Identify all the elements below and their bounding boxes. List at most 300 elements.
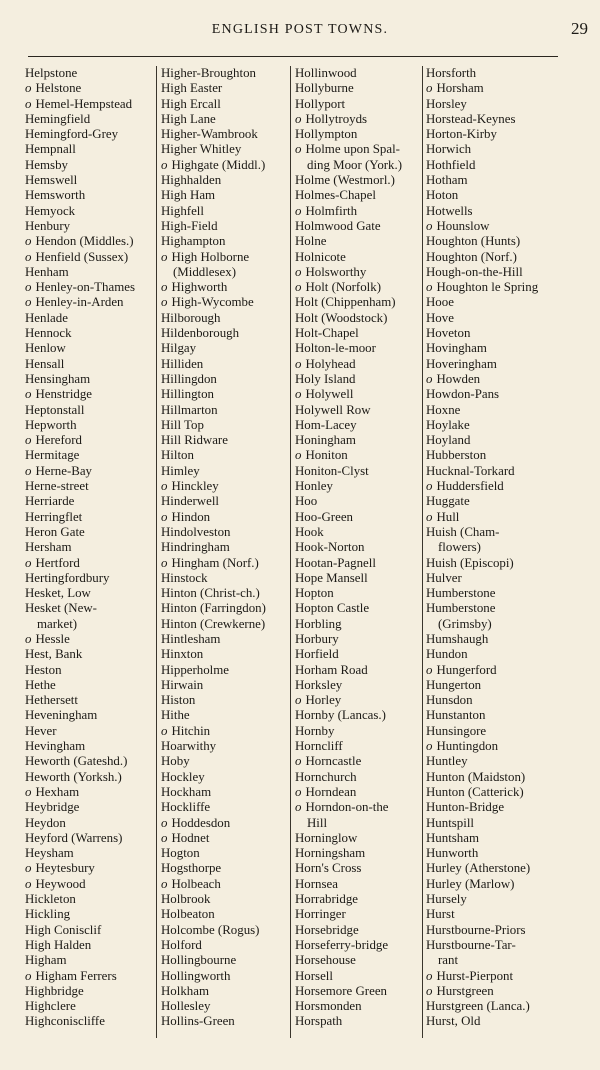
town-entry <box>25 250 135 265</box>
town-entry <box>25 173 135 188</box>
town-entry <box>161 433 266 448</box>
town-name: Huntingdon <box>436 739 499 754</box>
town-name: Hundon <box>426 647 468 662</box>
town-name: Hull <box>436 509 460 524</box>
town-entry <box>426 632 538 647</box>
town-entry <box>161 127 266 142</box>
town-name: Humberstone <box>426 586 496 601</box>
town-entry <box>295 571 402 586</box>
town-name: Hurley (Marlow) <box>426 876 515 891</box>
town-name: Hounslow <box>436 218 490 233</box>
town-name: Hunsdon <box>426 693 473 708</box>
town-entry <box>295 984 402 999</box>
town-entry <box>295 923 402 938</box>
town-entry <box>295 678 402 693</box>
town-entry <box>295 372 402 387</box>
town-entry <box>426 326 538 341</box>
town-entry <box>295 387 402 402</box>
town-entry <box>295 693 402 708</box>
page-title: ENGLISH POST TOWNS. <box>211 22 389 37</box>
town-name: High Halden <box>25 937 92 952</box>
town-entry <box>426 861 538 876</box>
town-entry <box>25 953 135 968</box>
town-name: Holsworthy <box>305 264 367 279</box>
town-name: Holcombe (Rogus) <box>161 922 260 937</box>
town-name: Hucknal-Torkard <box>426 463 515 478</box>
money-order-mark: o <box>161 830 168 845</box>
town-entry <box>161 403 266 418</box>
money-order-mark: o <box>426 81 433 96</box>
town-name: Hemel-Hempstead <box>35 96 133 111</box>
town-name: ding Moor (York.) <box>307 157 403 172</box>
town-name: Heston <box>25 662 62 677</box>
town-name: Horsmonden <box>295 999 362 1014</box>
town-name: Hollyburne <box>295 81 354 96</box>
money-order-mark: o <box>161 157 168 172</box>
town-entry <box>426 816 538 831</box>
town-entry <box>25 601 135 616</box>
town-entry <box>426 219 538 234</box>
town-name: High Holborne <box>171 249 250 264</box>
town-name: Higher-Wambrook <box>161 127 258 142</box>
town-name: Hickleton <box>25 892 76 907</box>
town-entry <box>426 984 538 999</box>
town-name: Hirwain <box>161 677 204 692</box>
town-entry <box>295 204 402 219</box>
town-name: Heydon <box>25 815 66 830</box>
town-name: flowers) <box>438 540 481 555</box>
town-name: Hope Mansell <box>295 570 368 585</box>
town-entry <box>426 127 538 142</box>
town-name: High Ham <box>161 188 216 203</box>
town-name: Hessle <box>35 631 70 646</box>
town-name: Huntsham <box>426 830 479 845</box>
town-name: Horrabridge <box>295 892 358 907</box>
town-name: Hintlesham <box>161 631 221 646</box>
town-entry <box>25 571 135 586</box>
town-entry <box>295 81 402 96</box>
town-entry <box>295 97 402 112</box>
town-entry <box>295 861 402 876</box>
town-entry <box>25 647 135 662</box>
town-name: Horton-Kirby <box>426 127 497 142</box>
town-name: Highampton <box>161 234 226 249</box>
town-entry <box>426 754 538 769</box>
town-name: Heytesbury <box>35 861 95 876</box>
town-entry <box>25 188 135 203</box>
town-entry <box>295 219 402 234</box>
town-name: Highfell <box>161 203 204 218</box>
town-name: Hodnet <box>171 830 210 845</box>
town-entry <box>161 632 266 647</box>
town-name: Hornby <box>295 723 335 738</box>
town-entry <box>426 188 538 203</box>
town-entry <box>426 831 538 846</box>
money-order-mark: o <box>426 371 433 386</box>
town-name: Holmes-Chapel <box>295 188 376 203</box>
town-entry <box>161 601 266 616</box>
town-entry <box>161 831 266 846</box>
town-name: Holnicote <box>295 249 346 264</box>
town-name: Honiton <box>305 448 348 463</box>
town-entry <box>295 525 402 540</box>
town-name: Horn's Cross <box>295 861 362 876</box>
town-name: Heysham <box>25 846 74 861</box>
town-name: Hurst-Pierpont <box>436 968 514 983</box>
town-name: Hinderwell <box>161 494 219 509</box>
town-name: (Middlesex) <box>173 264 237 279</box>
town-name: Henham <box>25 264 69 279</box>
town-entry <box>295 846 402 861</box>
column-divider <box>290 66 291 1038</box>
town-name: Hungerford <box>436 662 497 677</box>
town-entry <box>25 219 135 234</box>
town-name: Higher Whitley <box>161 142 242 157</box>
town-name: Hexham <box>35 784 80 799</box>
money-order-mark: o <box>295 800 302 815</box>
town-entry <box>161 234 266 249</box>
town-name: Hinton (Crewkerne) <box>161 616 266 631</box>
town-entry <box>426 969 538 984</box>
town-entry <box>161 464 266 479</box>
town-entry <box>426 280 538 295</box>
town-name: Hillmarton <box>161 402 218 417</box>
town-entry <box>25 525 135 540</box>
money-order-mark: o <box>25 555 32 570</box>
town-entry <box>295 112 402 127</box>
town-entry <box>161 984 266 999</box>
town-name: High Easter <box>161 81 223 96</box>
town-entry <box>25 877 135 892</box>
town-name: Heptonstall <box>25 402 85 417</box>
money-order-mark: o <box>25 784 32 799</box>
town-name: Hurstgreen <box>436 983 494 998</box>
town-entry <box>295 785 402 800</box>
town-name: Hoarwithy <box>161 739 217 754</box>
town-name: Henbury <box>25 218 71 233</box>
town-entry <box>295 173 402 188</box>
town-entry <box>25 433 135 448</box>
town-entry <box>426 341 538 356</box>
town-entry <box>25 708 135 723</box>
town-name: Horningsham <box>295 846 366 861</box>
town-name: Heworth (Yorksh.) <box>25 769 122 784</box>
town-name: Hunsingore <box>426 723 487 738</box>
town-name: Hesket (New- <box>25 601 97 616</box>
town-name: Highclere <box>25 999 76 1014</box>
town-entry <box>25 800 135 815</box>
town-entry <box>426 678 538 693</box>
town-entry <box>25 66 135 81</box>
town-name: Horndon-on-the <box>305 800 389 815</box>
town-entry <box>426 907 538 922</box>
town-entry <box>161 372 266 387</box>
town-entry <box>25 739 135 754</box>
town-name: Hunton (Catterick) <box>426 784 524 799</box>
town-name: Heybridge <box>25 800 80 815</box>
town-name: Humshaugh <box>426 631 489 646</box>
town-entry <box>295 433 402 448</box>
town-entry <box>25 479 135 494</box>
town-entry <box>161 923 266 938</box>
town-name: Henlow <box>25 341 66 356</box>
town-entry <box>426 525 538 540</box>
town-name: Henley-in-Arden <box>35 295 124 310</box>
town-entry <box>426 800 538 815</box>
town-entry <box>25 923 135 938</box>
town-entry <box>295 800 402 815</box>
town-name: Hindon <box>171 509 211 524</box>
town-name: Hunworth <box>426 846 479 861</box>
town-name: Hertingfordbury <box>25 570 110 585</box>
town-name: Hurstgreen (Lanca.) <box>426 999 530 1014</box>
town-entry <box>161 479 266 494</box>
money-order-mark: o <box>25 463 32 478</box>
town-name: Hunton (Maidston) <box>426 769 526 784</box>
town-entry-continuation <box>426 953 538 968</box>
town-name: Hitchin <box>171 723 211 738</box>
town-name: Higham Ferrers <box>35 968 117 983</box>
town-name: Histon <box>161 693 196 708</box>
town-name: Hinton (Farringdon) <box>161 601 266 616</box>
town-name: Hough-on-the-Hill <box>426 264 523 279</box>
town-entry <box>295 66 402 81</box>
town-entry <box>426 372 538 387</box>
town-name: Helstone <box>35 81 82 96</box>
town-entry <box>161 999 266 1014</box>
town-entry <box>161 219 266 234</box>
town-entry <box>295 831 402 846</box>
town-entry <box>161 204 266 219</box>
town-name: Helpstone <box>25 66 78 80</box>
town-name: Hemyock <box>25 203 76 218</box>
money-order-mark: o <box>295 754 302 769</box>
town-entry <box>426 387 538 402</box>
town-entry <box>426 877 538 892</box>
town-entry <box>161 907 266 922</box>
town-name: Hubberston <box>426 448 487 463</box>
town-name: Hothfield <box>426 157 476 172</box>
town-name: Honiton-Clyst <box>295 463 369 478</box>
town-entry <box>161 969 266 984</box>
town-entry <box>25 494 135 509</box>
town-entry <box>426 464 538 479</box>
money-order-mark: o <box>25 861 32 876</box>
town-name: Holkham <box>161 983 209 998</box>
town-name: Holbeach <box>171 876 221 891</box>
town-name: Hinstock <box>161 570 208 585</box>
town-entry <box>25 632 135 647</box>
town-name: Hornsea <box>295 876 338 891</box>
town-entry <box>161 250 266 265</box>
town-entry <box>161 678 266 693</box>
town-name: Horsforth <box>426 66 477 80</box>
town-entry <box>426 601 538 616</box>
town-name: Hopton Castle <box>295 601 370 616</box>
town-entry <box>295 494 402 509</box>
town-entry <box>25 112 135 127</box>
column-divider <box>422 66 423 1038</box>
town-entry <box>25 280 135 295</box>
town-name: rant <box>438 953 459 968</box>
town-name: Huish (Episcopi) <box>426 555 514 570</box>
town-entry <box>426 1014 538 1029</box>
town-entry <box>25 861 135 876</box>
post-town-columns <box>23 66 583 1056</box>
town-name: Hove <box>426 310 454 325</box>
town-entry <box>295 770 402 785</box>
town-name: Hockliffe <box>161 800 211 815</box>
town-name: Hoby <box>161 754 190 769</box>
town-entry <box>426 433 538 448</box>
town-entry <box>426 204 538 219</box>
town-name: Hensall <box>25 356 65 371</box>
town-entry <box>161 556 266 571</box>
town-name: Holme (Westmorl.) <box>295 173 395 188</box>
town-entry <box>25 907 135 922</box>
town-entry <box>426 510 538 525</box>
town-entry <box>161 142 266 157</box>
town-name: Hornchurch <box>295 769 357 784</box>
town-entry <box>161 173 266 188</box>
town-name: Hungerton <box>426 677 482 692</box>
town-name: Hollympton <box>295 127 358 142</box>
town-name: Holy Island <box>295 371 356 386</box>
town-entry <box>25 984 135 999</box>
town-entry <box>295 418 402 433</box>
town-name: Hillingdon <box>161 371 217 386</box>
town-name: Holywell Row <box>295 402 371 417</box>
town-entry-continuation <box>161 265 266 280</box>
town-entry <box>295 540 402 555</box>
town-name: Horsell <box>295 968 333 983</box>
town-entry <box>161 877 266 892</box>
town-entry <box>295 234 402 249</box>
town-name: Hursely <box>426 892 467 907</box>
town-name: Hinckley <box>171 479 219 494</box>
town-entry <box>426 999 538 1014</box>
town-entry <box>161 326 266 341</box>
town-entry <box>426 571 538 586</box>
town-name: High-Field <box>161 218 218 233</box>
town-entry <box>161 387 266 402</box>
town-entry <box>426 173 538 188</box>
money-order-mark: o <box>25 433 32 448</box>
town-name: Holme upon Spal- <box>305 142 400 157</box>
town-entry <box>295 632 402 647</box>
town-name: Hennock <box>25 326 72 341</box>
town-entry <box>161 617 266 632</box>
town-name: Hootan-Pagnell <box>295 555 376 570</box>
town-entry <box>161 953 266 968</box>
town-name: Horndean <box>305 784 357 799</box>
town-name: Hemingfield <box>25 111 91 126</box>
town-name: Highconiscliffe <box>25 1014 105 1029</box>
town-name: Hoton <box>426 188 459 203</box>
town-entry <box>295 754 402 769</box>
town-entry <box>295 280 402 295</box>
town-entry-continuation <box>426 540 538 555</box>
town-name: Hoxne <box>426 402 461 417</box>
town-name: Hickling <box>25 907 71 922</box>
town-entry <box>426 97 538 112</box>
town-entry <box>25 295 135 310</box>
town-entry <box>426 66 538 81</box>
town-entry-continuation <box>295 816 402 831</box>
town-entry <box>295 295 402 310</box>
town-name: Hillington <box>161 387 214 402</box>
money-order-mark: o <box>295 448 302 463</box>
column-4 <box>426 66 538 1030</box>
town-name: Holt-Chapel <box>295 326 359 341</box>
money-order-mark: o <box>25 234 32 249</box>
town-name: Hoyland <box>426 433 471 448</box>
town-entry <box>25 357 135 372</box>
town-name: Henstridge <box>35 387 93 402</box>
town-name: Hilliden <box>161 356 204 371</box>
town-name: Howdon-Pans <box>426 387 500 402</box>
town-name: Hever <box>25 723 57 738</box>
town-entry <box>161 892 266 907</box>
town-name: (Grimsby) <box>438 616 492 631</box>
town-entry <box>25 341 135 356</box>
town-entry <box>25 510 135 525</box>
town-entry <box>25 540 135 555</box>
column-divider <box>156 66 157 1038</box>
money-order-mark: o <box>161 815 168 830</box>
town-name: Hersham <box>25 540 72 555</box>
town-name: Hemswell <box>25 173 78 188</box>
money-order-mark: o <box>426 983 433 998</box>
town-name: Hopton <box>295 586 334 601</box>
town-entry <box>25 556 135 571</box>
town-name: Horninglow <box>295 830 358 845</box>
town-name: Hulver <box>426 570 462 585</box>
town-name: Hoddesdon <box>171 815 231 830</box>
town-entry <box>161 418 266 433</box>
town-entry <box>295 326 402 341</box>
town-entry <box>161 158 266 173</box>
town-entry <box>426 418 538 433</box>
town-name: High-Wycombe <box>171 295 254 310</box>
town-entry <box>426 708 538 723</box>
town-name: Hithe <box>161 708 190 723</box>
town-name: Horseferry-bridge <box>295 937 389 952</box>
town-name: Holmwood Gate <box>295 218 381 233</box>
town-name: Hoo-Green <box>295 509 353 524</box>
money-order-mark: o <box>25 249 32 264</box>
town-entry <box>295 892 402 907</box>
town-entry <box>161 341 266 356</box>
town-name: Hilton <box>161 448 194 463</box>
town-entry <box>161 1014 266 1029</box>
town-name: Honingham <box>295 433 356 448</box>
town-name: Hemsby <box>25 157 68 172</box>
money-order-mark: o <box>161 280 168 295</box>
town-entry <box>426 494 538 509</box>
town-name: Hindolveston <box>161 524 231 539</box>
town-name: Hoveringham <box>426 356 497 371</box>
town-entry-continuation <box>25 617 135 632</box>
town-name: Hurley (Atherstone) <box>426 861 531 876</box>
column-1 <box>25 66 135 1030</box>
town-entry <box>25 464 135 479</box>
town-name: Holne <box>295 234 327 249</box>
town-entry <box>161 785 266 800</box>
town-name: Hunton-Bridge <box>426 800 505 815</box>
town-name: Hovingham <box>426 341 487 356</box>
money-order-mark: o <box>161 479 168 494</box>
